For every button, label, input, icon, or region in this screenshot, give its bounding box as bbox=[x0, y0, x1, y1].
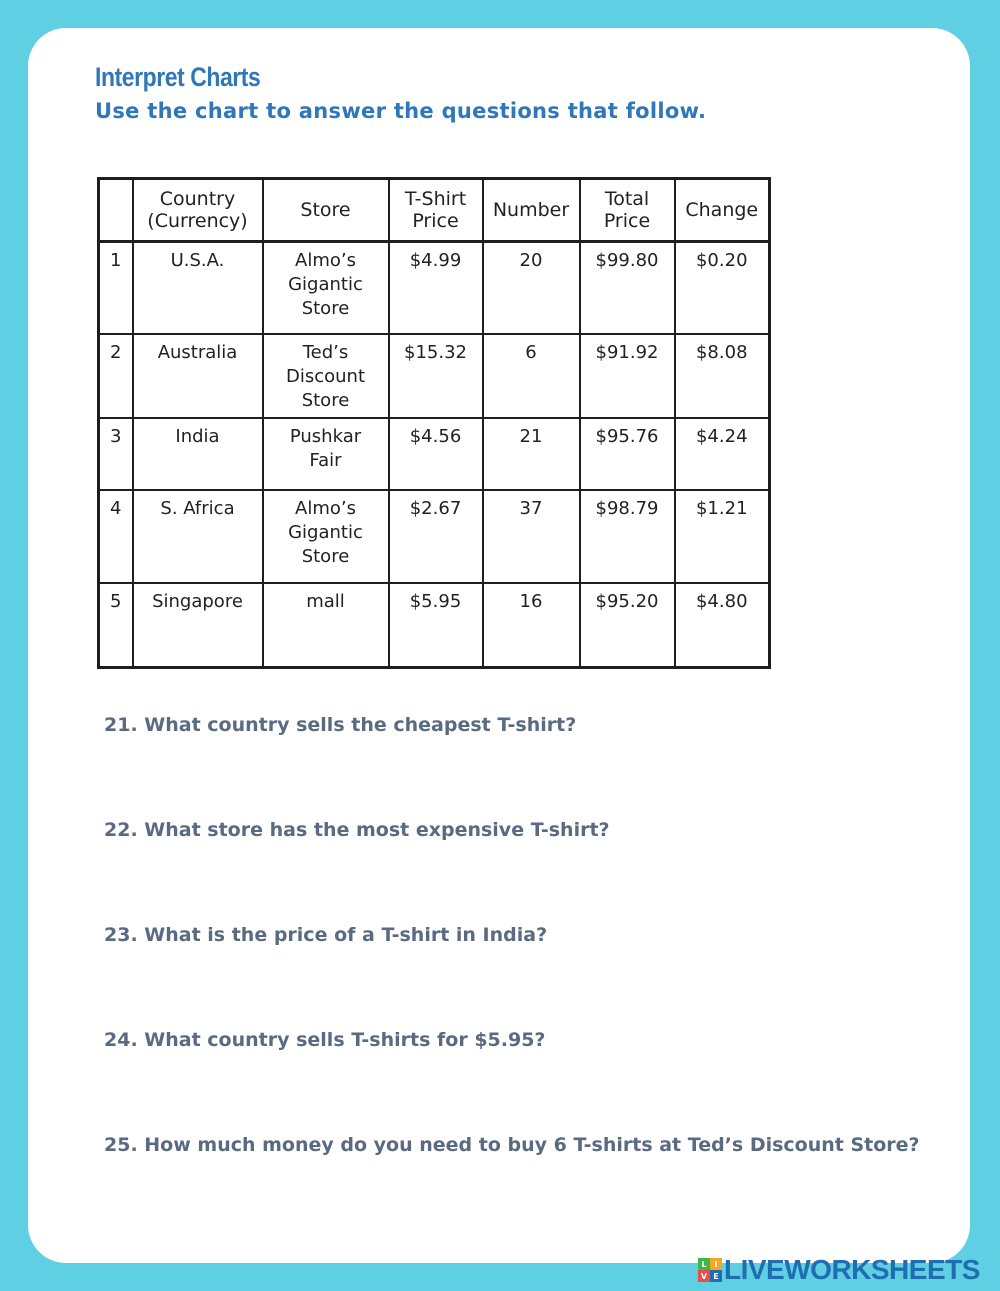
header-tshirt-price bbox=[389, 179, 483, 242]
cell-store-line: Fair bbox=[309, 450, 342, 471]
cell-store-line: Almo’s bbox=[295, 498, 356, 519]
header-tshirt-line2: Price bbox=[412, 210, 459, 232]
question-24: 24. What country sells T-shirts for $5.95? bbox=[104, 1029, 546, 1051]
cell-store bbox=[263, 242, 389, 335]
cell-store-line: Ted’s bbox=[302, 342, 349, 363]
header-total-line1: Total bbox=[604, 188, 650, 210]
table-row bbox=[99, 242, 770, 335]
cell-total: $91.92 bbox=[580, 334, 675, 418]
cell-number: 37 bbox=[483, 490, 580, 583]
worksheet-title: Interpret Charts bbox=[95, 62, 261, 92]
header-store: Store bbox=[263, 179, 389, 242]
cell-price: $2.67 bbox=[389, 490, 483, 583]
cell-total: $95.20 bbox=[580, 583, 675, 668]
logo-mark-icon bbox=[698, 1258, 722, 1282]
header-total-line2: Price bbox=[603, 210, 651, 232]
cell-number: 6 bbox=[483, 334, 580, 418]
cell-store-line: Store bbox=[301, 390, 350, 411]
cell-store-line: Discount bbox=[285, 366, 366, 387]
cell-store bbox=[263, 490, 389, 583]
table-row bbox=[99, 490, 770, 583]
cell-index: 5 bbox=[99, 583, 133, 668]
cell-country: India bbox=[133, 418, 263, 490]
worksheet-instructions: Use the chart to answer the questions that follow. bbox=[95, 99, 707, 123]
cell-store bbox=[263, 334, 389, 418]
cell-store-line: Store bbox=[301, 298, 350, 319]
cell-index: 3 bbox=[99, 418, 133, 490]
question-21: 21. What country sells the cheapest T-shirt? bbox=[104, 714, 577, 736]
cell-store-line: Gigantic bbox=[288, 522, 363, 543]
cell-price: $4.56 bbox=[389, 418, 483, 490]
table-row bbox=[99, 583, 770, 668]
cell-country: S. Africa bbox=[133, 490, 263, 583]
cell-index: 4 bbox=[99, 490, 133, 583]
cell-store-line: Store bbox=[301, 546, 350, 567]
cell-total: $99.80 bbox=[580, 242, 675, 335]
cell-number: 21 bbox=[483, 418, 580, 490]
cell-total: $98.79 bbox=[580, 490, 675, 583]
header-country-line2: (Currency) bbox=[147, 210, 248, 232]
header-index bbox=[99, 179, 133, 242]
cell-change: $8.08 bbox=[675, 334, 770, 418]
cell-store bbox=[263, 418, 389, 490]
cell-change: $0.20 bbox=[675, 242, 770, 335]
header-country-line1: Country bbox=[159, 188, 236, 210]
cell-price: $4.99 bbox=[389, 242, 483, 335]
cell-index: 2 bbox=[99, 334, 133, 418]
table-row bbox=[99, 418, 770, 490]
cell-total: $95.76 bbox=[580, 418, 675, 490]
cell-change: $4.24 bbox=[675, 418, 770, 490]
cell-price: $5.95 bbox=[389, 583, 483, 668]
cell-change: $4.80 bbox=[675, 583, 770, 668]
logo-mark-letter: E bbox=[710, 1270, 722, 1282]
cell-country: U.S.A. bbox=[133, 242, 263, 335]
header-change: Change bbox=[675, 179, 770, 242]
cell-country: Australia bbox=[133, 334, 263, 418]
cell-number: 16 bbox=[483, 583, 580, 668]
table-header-row bbox=[99, 179, 770, 242]
header-tshirt-line1: T-Shirt bbox=[404, 188, 467, 210]
liveworksheets-logo[interactable] bbox=[698, 1255, 980, 1285]
question-23: 23. What is the price of a T-shirt in India? bbox=[104, 924, 548, 946]
cell-store-line: Almo’s bbox=[295, 250, 356, 271]
cell-store-line: mall bbox=[306, 591, 345, 612]
logo-mark-letter: V bbox=[698, 1270, 710, 1282]
header-total-price bbox=[580, 179, 675, 242]
cell-country: Singapore bbox=[133, 583, 263, 668]
logo-mark-letter: L bbox=[698, 1258, 710, 1270]
question-22: 22. What store has the most expensive T-shirt? bbox=[104, 819, 610, 841]
cell-number: 20 bbox=[483, 242, 580, 335]
logo-mark-letter: I bbox=[710, 1258, 722, 1270]
cell-store-line: Gigantic bbox=[288, 274, 363, 295]
table-row bbox=[99, 334, 770, 418]
cell-index: 1 bbox=[99, 242, 133, 335]
logo-text: LIVEWORKSHEETS bbox=[724, 1254, 980, 1285]
cell-change: $1.21 bbox=[675, 490, 770, 583]
question-25: 25. How much money do you need to buy 6 T-shirts at Ted’s Discount Store? bbox=[104, 1134, 920, 1156]
cell-price: $15.32 bbox=[389, 334, 483, 418]
cell-store-line: Pushkar bbox=[289, 426, 362, 447]
header-number: Number bbox=[483, 179, 580, 242]
cell-store bbox=[263, 583, 389, 668]
header-country bbox=[133, 179, 263, 242]
data-table bbox=[97, 177, 771, 669]
